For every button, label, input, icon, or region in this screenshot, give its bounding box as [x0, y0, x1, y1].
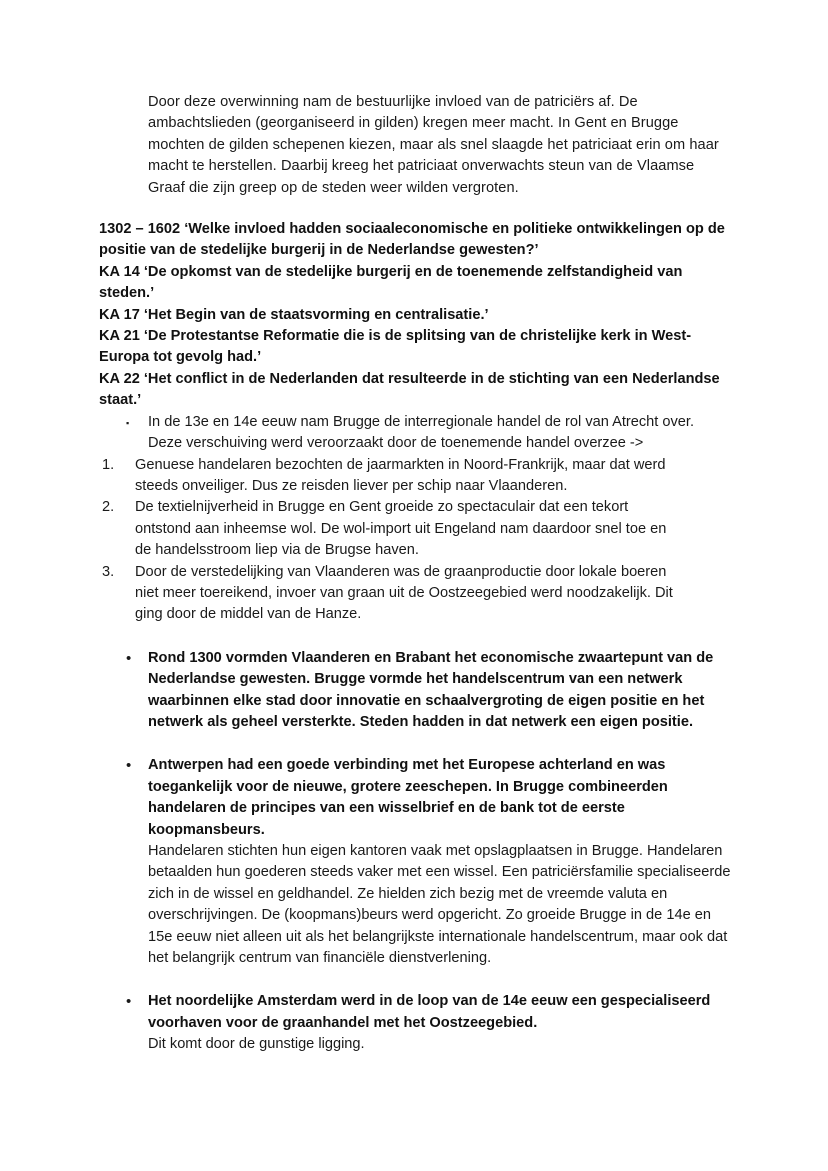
disc-bullet-icon: •	[126, 993, 132, 1011]
numbered-item-text: Door de verstedelijking van Vlaanderen was de graanproductie door lokale boeren niet meer toereikend, invoer van graan uit de Oostzeegebied werd noodzakelijk. Dit ging door de middel van de Hanze.	[135, 563, 673, 623]
list-item	[99, 562, 682, 626]
list-item	[99, 497, 682, 561]
list-number: 1.	[102, 456, 115, 473]
square-bullet-list	[99, 412, 731, 455]
list-item	[99, 991, 731, 1055]
bullet-bold-text: Antwerpen had een goede verbinding met het Europese achterland en was toegankelijk voor de nieuwe, grotere zeeschepen. In Brugge combineerden handelaren de principes van een wisselbrief en de bank tot de eerste koopmansbeurs.	[148, 757, 668, 838]
spacer	[99, 969, 731, 991]
list-item	[99, 648, 731, 734]
bullet-body-text: Dit komt door de gunstige ligging.	[148, 1036, 365, 1053]
spacer	[99, 733, 731, 755]
square-bullet-text: In de 13e en 14e eeuw nam Brugge de interregionale handel de rol van Atrecht over. Deze verschuiving werd veroorzaakt door de toenemende handel overzee ->	[148, 413, 695, 452]
disc-bullet-list	[99, 648, 731, 1056]
bullet-bold-text: Rond 1300 vormden Vlaanderen en Brabant het economische zwaartepunt van de Nederlandse gewesten. Brugge vormde het handelscentrum van een netwerk waarbinnen elke stad door innovatie en schaalvergroting de eigen positie en het netwerk als geheel versterkte. Steden hadden in dat netwerk een eigen positie.	[148, 649, 714, 730]
heading-ka-14: KA 14 ‘De opkomst van de stedelijke burgerij en de toenemende zelfstandigheid van steden.’	[99, 263, 683, 302]
numbered-sub-list	[99, 455, 682, 626]
disc-bullet-icon: •	[126, 757, 132, 775]
square-bullet-icon: ▪	[126, 417, 130, 428]
bullet-body-text: Handelaren stichten hun eigen kantoren vaak met opslagplaatsen in Brugge. Handelaren betaalden hun goederen steeds vaker met een wissel. Een patriciërsfamilie specialiseerde zich in de wissel en geldhandel. Ze hielden zich bezig met de vreemde valuta en overschrijvingen. De (koopmans)beurs werd opgericht. Zo groeide Brugge in de 14e en 15e eeuw niet alleen uit als het belangrijkste internationale handelscentrum, maar ook dat het belangrijk centrum van financiële dienstverlening.	[148, 843, 731, 967]
heading-ka-22: KA 22 ‘Het conflict in de Nederlanden dat resulteerde in de stichting van een Nederlandse staat.’	[99, 370, 720, 409]
list-item	[99, 455, 682, 498]
spacer	[99, 626, 731, 648]
bullet-bold-text: Het noordelijke Amsterdam werd in de loop van de 14e eeuw een gespecialiseerd voorhaven voor de graanhandel met het Oostzeegebied.	[148, 993, 711, 1031]
numbered-item-text: De textielnijverheid in Brugge en Gent groeide zo spectaculair dat een tekort ontstond aan inheemse wol. De wol-import uit Engeland nam daardoor snel toe en de handelsstroom liep via de Brugse haven.	[135, 499, 667, 559]
list-number: 3.	[102, 563, 115, 580]
document-content	[99, 92, 731, 1056]
numbered-item-text: Genuese handelaren bezochten de jaarmarkten in Noord-Frankrijk, maar dat werd steeds onveiliger. Dus ze reisden liever per schip naar Vlaanderen.	[135, 456, 666, 494]
heading-period-question: 1302 – 1602 ‘Welke invloed hadden sociaaleconomische en politieke ontwikkelingen op de positie van de stedelijke burgerij in de Nederlandse gewesten?’	[99, 221, 725, 259]
list-item	[99, 755, 731, 969]
list-number: 2.	[102, 499, 115, 516]
list-item	[99, 412, 731, 455]
intro-paragraph: Door deze overwinning nam de bestuurlijke invloed van de patriciërs af. De ambachtslieden (georganiseerd in gilden) kregen meer macht. In Gent en Brugge mochten de gilden schepenen kiezen, maar als snel slaagde het patriciaat erin om haar macht te herstellen. Daarbij kreeg het patriciaat onverwachts steun van de Vlaamse Graaf die zijn greep op de steden weer wilden vergroten.	[148, 94, 719, 196]
heading-ka-17: KA 17 ‘Het Begin van de staatsvorming en centralisatie.’	[99, 306, 489, 323]
disc-bullet-icon: •	[126, 649, 132, 667]
heading-ka-21: KA 21 ‘De Protestantse Reformatie die is de splitsing van de christelijke kerk in West-Europa tot gevolg had.’	[99, 328, 692, 366]
key-aspects-heading-block	[99, 199, 731, 412]
